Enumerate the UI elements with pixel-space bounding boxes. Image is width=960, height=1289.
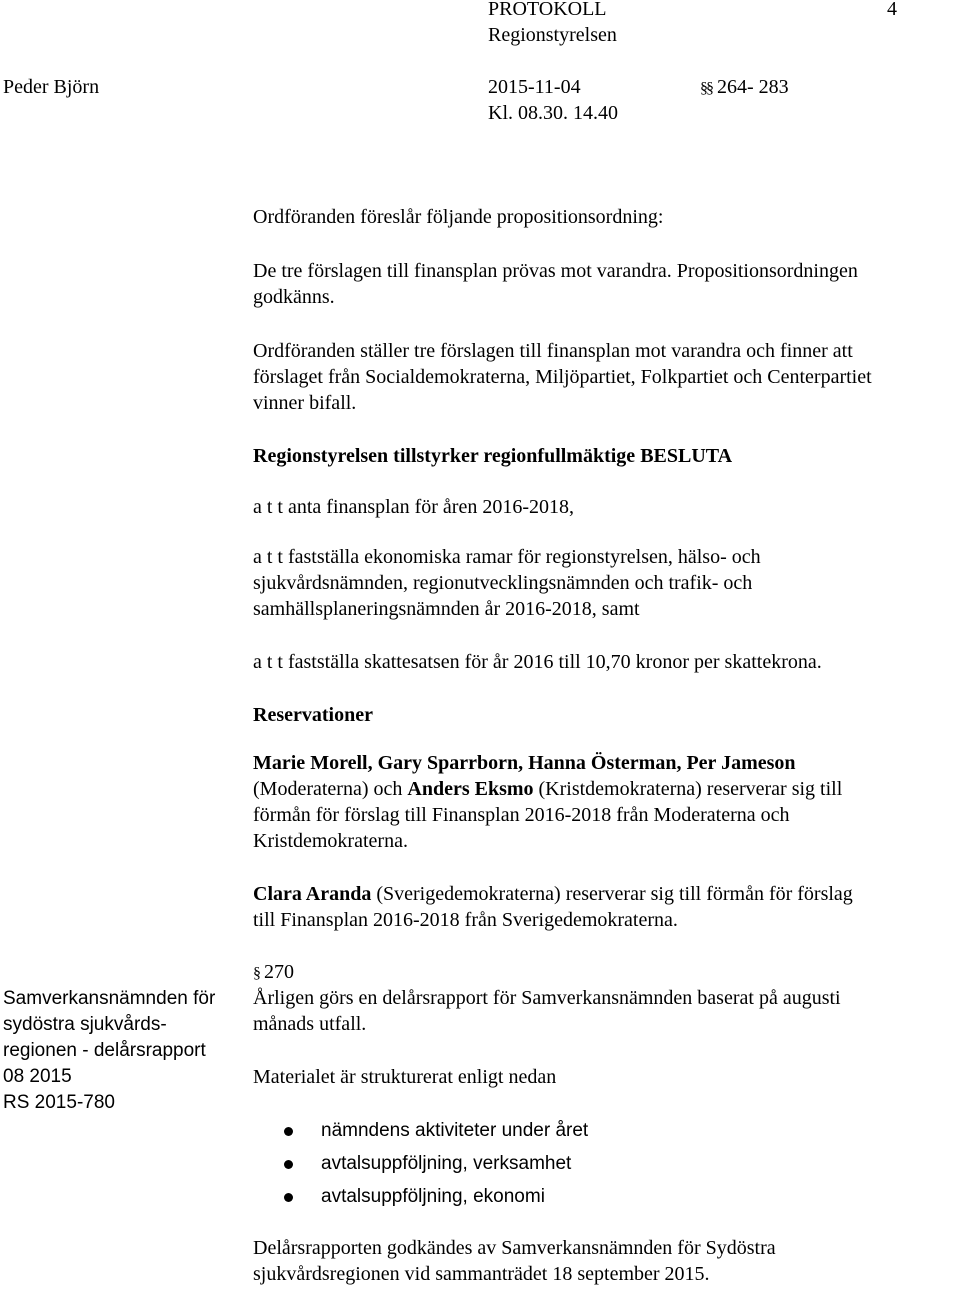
paragraph-proposition-order: Ordföranden föreslår följande propositionsordning:	[253, 206, 664, 228]
sidebar-line: Samverkansnämnden för	[3, 988, 216, 1009]
text-line: godkänns.	[253, 286, 335, 308]
section-range	[700, 74, 789, 102]
reservations-heading: Reservationer	[253, 704, 373, 726]
text-line: Ordföranden ställer tre förslagen till finansplan mot varandra och finner att	[253, 340, 853, 362]
text-span: (Sverigedemokraterna) reserverar sig till förmån för förslag	[371, 883, 853, 905]
text-line: sjukvårdsnämnden, regionutvecklingsnämnden och trafik- och	[253, 572, 753, 594]
reservation-sweden-democrats	[253, 881, 953, 933]
text-line: De tre förslagen till finansplan prövas mot varandra. Propositionsordningen	[253, 260, 858, 282]
sidebar-line: regionen - delårsrapport	[3, 1040, 206, 1061]
text-line	[253, 776, 953, 802]
list-item	[284, 1184, 588, 1217]
bullet-icon	[284, 1127, 293, 1136]
sidebar-line: sydöstra sjukvårds-	[3, 1014, 167, 1035]
text-line: till Finansplan 2016-2018 från Sverigedemokraterna.	[253, 909, 678, 931]
reservation-moderates	[253, 750, 953, 854]
person-name: Peder Björn	[3, 76, 100, 98]
section-sidebar	[3, 986, 238, 1116]
text-line: Årligen görs en delårsrapport för Samverkansnämnden baserat på augusti	[253, 987, 841, 1009]
paragraph-material-structure: Materialet är strukturerat enligt nedan	[253, 1066, 557, 1088]
bullet-icon	[284, 1193, 293, 1202]
text-line: Kristdemokraterna.	[253, 830, 408, 852]
text-line: förslaget från Socialdemokraterna, Miljöpartiet, Folkpartiet och Centerpartiet	[253, 366, 872, 388]
list-item-text: avtalsuppföljning, verksamhet	[321, 1153, 572, 1174]
section-numbers: 264- 283	[717, 76, 789, 98]
section-number: 270	[264, 961, 294, 983]
decision-heading: Regionstyrelsen tillstyrker regionfullmäktige BESLUTA	[253, 445, 733, 467]
att-clause-2	[253, 544, 953, 622]
organization-name: Regionstyrelsen	[488, 24, 617, 46]
list-item	[284, 1151, 588, 1184]
text-span: (Moderaterna) och	[253, 778, 408, 800]
meeting-time: Kl. 08.30. 14.40	[488, 102, 618, 124]
paragraph-interim-report	[253, 985, 953, 1037]
list-item-text: nämndens aktiviteter under året	[321, 1120, 589, 1141]
paragraph-report-approved	[253, 1235, 953, 1287]
paragraph-chair-decision	[253, 338, 953, 416]
bullet-list	[284, 1118, 588, 1217]
reserving-member: Clara Aranda	[253, 883, 372, 905]
text-line: månads utfall.	[253, 1013, 367, 1035]
att-clause-1: a t t anta finansplan för åren 2016-2018,	[253, 496, 575, 518]
text-line: förmån för förslag till Finansplan 2016-2018 från Moderaterna och	[253, 804, 790, 826]
text-span: (Kristdemokraterna) reserverar sig till	[533, 778, 843, 800]
paragraph-proposition-approved	[253, 258, 953, 310]
reserving-member: Anders Eksmo	[407, 778, 534, 800]
text-line: vinner bifall.	[253, 392, 357, 414]
sidebar-line: 08 2015	[3, 1066, 72, 1087]
section-heading-270	[253, 959, 294, 987]
meeting-date: 2015-11-04	[488, 76, 581, 98]
page-number: 4	[887, 0, 897, 20]
document-type: PROTOKOLL	[488, 0, 607, 20]
sidebar-line: RS 2015-780	[3, 1092, 115, 1113]
text-line: sjukvårdsregionen vid sammanträdet 18 september 2015.	[253, 1263, 710, 1285]
list-item-text: avtalsuppföljning, ekonomi	[321, 1186, 545, 1207]
reserving-members: Marie Morell, Gary Sparrborn, Hanna Österman, Per Jameson	[253, 752, 796, 774]
text-line	[253, 881, 953, 907]
text-line: Delårsrapporten godkändes av Samverkansnämnden för Sydöstra	[253, 1237, 776, 1259]
att-clause-3: a t t fastställa skattesatsen för år 2016 till 10,70 kronor per skattekrona.	[253, 651, 822, 673]
section-symbol: §§	[700, 80, 712, 97]
bullet-icon	[284, 1160, 293, 1169]
section-symbol: §	[253, 965, 259, 982]
text-line: a t t fastställa ekonomiska ramar för regionstyrelsen, hälso- och	[253, 546, 761, 568]
list-item	[284, 1118, 588, 1151]
text-line: samhällsplaneringsnämnden år 2016-2018, samt	[253, 598, 640, 620]
